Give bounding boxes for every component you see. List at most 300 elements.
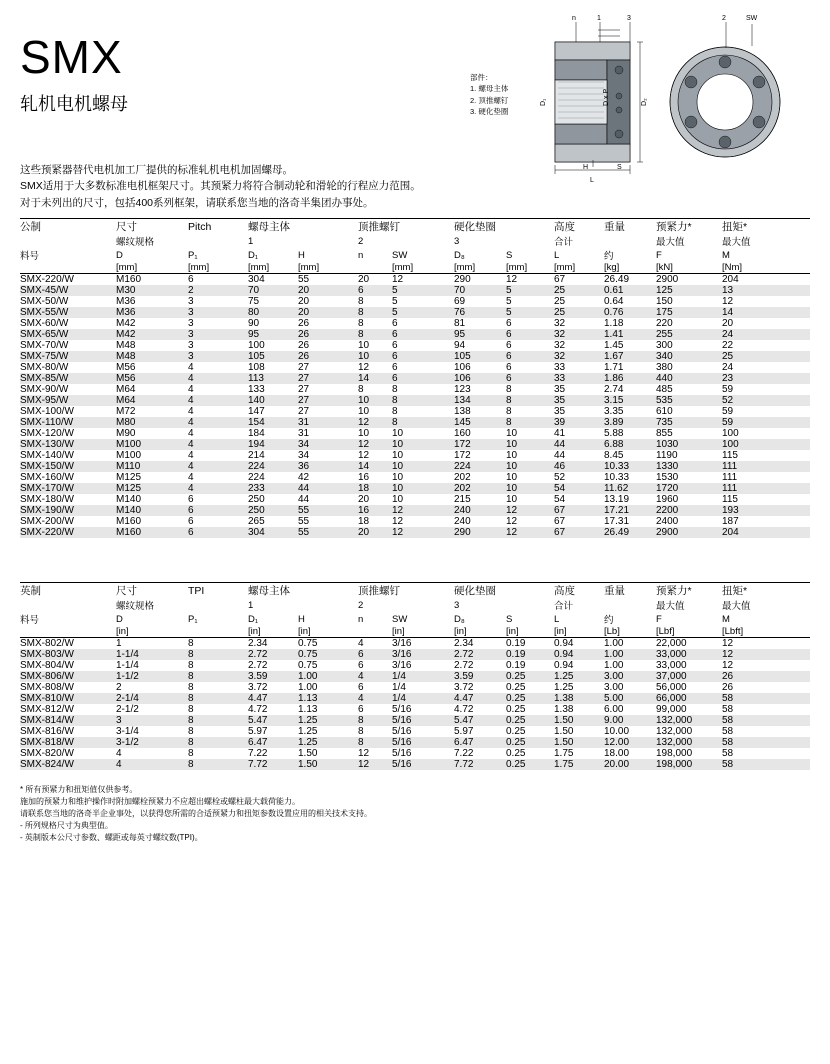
table-cell: 160: [454, 428, 471, 439]
table-cell: M80: [116, 417, 136, 428]
th3-L: L: [554, 249, 560, 261]
table-cell: 1-1/4: [116, 649, 139, 660]
table-cell: 204: [722, 274, 739, 285]
th-weight: 重量: [604, 221, 625, 233]
table-cell: 59: [722, 406, 734, 417]
table-cell: 27: [298, 406, 310, 417]
table-cell: SMX-75/W: [20, 351, 69, 362]
table-cell: 6: [358, 682, 364, 693]
table-cell: 1/4: [392, 693, 406, 704]
imperial-header-row-2: [20, 598, 810, 612]
callout-s: S: [617, 164, 622, 171]
ithu-4: [in]: [298, 626, 311, 637]
table-cell: 610: [656, 406, 673, 417]
table-cell: 6: [506, 329, 512, 340]
thu-0: [20, 262, 116, 274]
table-cell: 214: [248, 450, 265, 461]
table-cell: 58: [722, 726, 734, 737]
table-row: [20, 660, 810, 671]
table-cell: 6: [188, 527, 194, 538]
footnote-2: 施加的预紧力和维护操作时附加螺栓预紧力不应超出螺栓或螺柱最大载荷能力。: [20, 797, 300, 806]
table-cell: 1330: [656, 461, 679, 472]
thu-6: [mm]: [392, 262, 414, 273]
table-cell: 1.50: [554, 726, 574, 737]
table-cell: 5: [392, 285, 398, 296]
table-cell: SMX-120/W: [20, 428, 74, 439]
table-cell: M90: [116, 428, 136, 439]
table-cell: 26.49: [604, 527, 630, 538]
table-row: [20, 340, 810, 351]
table-cell: 8: [358, 715, 364, 726]
metric-table-body: [20, 274, 810, 539]
table-cell: 6: [392, 351, 398, 362]
thu-12: [Nm]: [722, 262, 743, 273]
table-cell: 55: [298, 516, 310, 527]
table-cell: 113: [248, 373, 264, 384]
table-cell: 1.00: [604, 638, 624, 649]
table-cell: 5.47: [454, 715, 474, 726]
table-cell: SMX-802/W: [20, 638, 74, 649]
th3-n: n: [358, 249, 364, 261]
table-cell: M140: [116, 494, 142, 505]
table-cell: 58: [722, 704, 734, 715]
th-pitch: Pitch: [188, 220, 212, 233]
table-cell: 187: [722, 516, 739, 527]
table-cell: SMX-818/W: [20, 737, 74, 748]
table-cell: 3: [188, 296, 194, 307]
table-cell: 198,000: [656, 748, 693, 759]
table-cell: 3-1/2: [116, 737, 139, 748]
ith2-part3: 3: [454, 599, 460, 611]
table-cell: 26: [298, 329, 310, 340]
table-cell: 12: [506, 516, 518, 527]
table-cell: 8.45: [604, 450, 624, 461]
table-cell: 1/4: [392, 682, 406, 693]
table-cell: SMX-160/W: [20, 472, 74, 483]
table-cell: 12: [358, 759, 370, 770]
table-cell: 224: [454, 461, 471, 472]
drawing-legend: [470, 72, 508, 117]
table-cell: SMX-65/W: [20, 329, 69, 340]
table-cell: 0.19: [506, 649, 526, 660]
th2-part2: 2: [358, 235, 364, 247]
table-cell: 10.00: [604, 726, 630, 737]
table-cell: 8: [188, 693, 194, 704]
table-cell: 125: [656, 285, 673, 296]
table-cell: 12: [722, 296, 734, 307]
table-cell: M36: [116, 296, 136, 307]
table-cell: 8: [358, 726, 364, 737]
table-cell: 3/16: [392, 660, 412, 671]
table-row: [20, 406, 810, 417]
ith-size: 尺寸: [116, 585, 137, 597]
table-cell: 10: [506, 439, 518, 450]
table-cell: 52: [554, 472, 566, 483]
table-cell: 8: [188, 759, 194, 770]
table-cell: 1.00: [298, 671, 318, 682]
th-hardened-washer: 硬化垫圈: [454, 221, 496, 233]
table-cell: 31: [298, 428, 310, 439]
ith3-n: n: [358, 613, 364, 625]
table-cell: 17.21: [604, 505, 630, 516]
th-thrust-screw: 顶推螺钉: [358, 221, 400, 233]
table-cell: SMX-100/W: [20, 406, 74, 417]
th3-D: D: [116, 249, 123, 261]
table-cell: 10: [358, 340, 370, 351]
table-cell: 175: [656, 307, 673, 318]
table-cell: SMX-803/W: [20, 649, 74, 660]
metric-spec-table: [20, 218, 810, 538]
table-cell: 3.59: [454, 671, 474, 682]
table-cell: 33: [554, 362, 566, 373]
table-row: [20, 274, 810, 286]
table-cell: 340: [656, 351, 673, 362]
table-cell: 3.15: [604, 395, 624, 406]
table-cell: 44: [554, 450, 566, 461]
table-cell: 12: [392, 505, 404, 516]
table-row: [20, 494, 810, 505]
table-cell: 2.72: [248, 649, 268, 660]
table-cell: 20: [298, 307, 310, 318]
table-cell: 20: [358, 527, 370, 538]
table-cell: 4.72: [454, 704, 474, 715]
table-row: [20, 318, 810, 329]
table-cell: 123: [454, 384, 471, 395]
table-cell: 132,000: [656, 715, 693, 726]
table-cell: 1.41: [604, 329, 624, 340]
table-cell: 202: [454, 472, 471, 483]
table-cell: 0.25: [506, 682, 526, 693]
table-cell: 67: [554, 527, 566, 538]
table-cell: 304: [248, 527, 265, 538]
table-row: [20, 527, 810, 538]
table-cell: 13.19: [604, 494, 630, 505]
table-cell: 220: [656, 318, 673, 329]
table-cell: 56,000: [656, 682, 687, 693]
table-cell: 54: [554, 483, 566, 494]
th2-thread-spec: 螺纹规格: [116, 237, 155, 248]
intro-line-2: SMX适用于大多数标准电机框架尺寸。其预紧力将符合制动轮和滑轮的行程应力范围。: [20, 180, 421, 193]
table-cell: 10: [506, 472, 518, 483]
ithu-6: [in]: [392, 626, 405, 637]
table-cell: 1.38: [554, 704, 574, 715]
table-cell: 1-1/4: [116, 660, 139, 671]
table-cell: 1.50: [298, 748, 318, 759]
table-cell: 26: [298, 340, 310, 351]
table-cell: 0.25: [506, 693, 526, 704]
table-cell: 204: [722, 527, 739, 538]
table-cell: 12: [506, 527, 518, 538]
table-row: [20, 505, 810, 516]
th3-D1: D₁: [248, 249, 259, 261]
table-cell: 6.47: [454, 737, 474, 748]
callout-n: n: [572, 15, 576, 22]
table-cell: 3: [116, 715, 122, 726]
imperial-spec-table: [20, 582, 810, 770]
imperial-table-body: [20, 638, 810, 771]
table-cell: 1.67: [604, 351, 624, 362]
table-cell: 27: [298, 373, 310, 384]
ith3-approx: 约: [604, 615, 614, 626]
drawing-svg: [480, 10, 790, 185]
table-cell: 8: [358, 737, 364, 748]
table-cell: SMX-110/W: [20, 417, 74, 428]
table-cell: 2400: [656, 516, 679, 527]
table-cell: 0.25: [506, 704, 526, 715]
table-cell: SMX-814/W: [20, 715, 74, 726]
table-cell: 2: [188, 285, 194, 296]
table-cell: 8: [188, 682, 194, 693]
intro-line-3: 对于未列出的尺寸，包括400系列框架，请联系您当地的洛奇半集团办事处。: [20, 196, 374, 209]
table-cell: 33: [554, 373, 566, 384]
ith3-D: D: [116, 613, 123, 625]
table-cell: 9.00: [604, 715, 624, 726]
table-cell: 145: [454, 417, 471, 428]
table-cell: 5/16: [392, 715, 412, 726]
table-row: [20, 417, 810, 428]
table-cell: 215: [454, 494, 471, 505]
table-cell: 0.25: [506, 759, 526, 770]
table-cell: 1: [116, 638, 122, 649]
thu-7: [mm]: [454, 262, 476, 273]
ith3-H: H: [298, 613, 305, 625]
table-cell: 46: [554, 461, 566, 472]
table-cell: 94: [454, 340, 466, 351]
table-cell: 8: [506, 395, 512, 406]
table-row: [20, 649, 810, 660]
table-cell: 2.74: [604, 384, 624, 395]
table-cell: 12: [358, 362, 370, 373]
table-cell: 3.00: [604, 682, 624, 693]
table-cell: 95: [248, 329, 260, 340]
thu-5: [358, 262, 392, 274]
table-cell: 67: [554, 505, 566, 516]
th3-M: M: [722, 249, 730, 261]
technical-drawing: [470, 10, 790, 185]
table-cell: 0.19: [506, 638, 526, 649]
table-cell: 6: [188, 494, 194, 505]
table-cell: SMX-812/W: [20, 704, 74, 715]
table-cell: 20: [358, 494, 370, 505]
thu-10: [kg]: [604, 262, 620, 273]
footnote-5: - 英制版本公尺寸参数、螺距或每英寸螺纹数(TPI)。: [20, 833, 203, 842]
th3-part-number: 料号: [20, 251, 40, 262]
table-cell: 10: [392, 472, 404, 483]
ith3-part-number: 料号: [20, 615, 40, 626]
table-row: [20, 373, 810, 384]
table-cell: 111: [722, 483, 738, 494]
table-cell: 1.38: [554, 693, 574, 704]
ith2-part1: 1: [248, 599, 254, 611]
table-cell: 44: [298, 494, 310, 505]
table-cell: 6: [188, 505, 194, 516]
table-cell: 100: [722, 439, 739, 450]
table-cell: SMX-150/W: [20, 461, 74, 472]
table-cell: 32: [554, 329, 566, 340]
table-cell: SMX-55/W: [20, 307, 69, 318]
table-cell: 8: [188, 638, 194, 649]
table-cell: 58: [722, 759, 734, 770]
table-cell: SMX-220/W: [20, 527, 74, 538]
table-cell: 10: [392, 450, 404, 461]
table-row: [20, 748, 810, 759]
table-cell: 52: [722, 395, 734, 406]
table-cell: 7.72: [454, 759, 474, 770]
table-row: [20, 362, 810, 373]
th2-max-m: 最大值: [722, 237, 751, 248]
ith3-SW: SW: [392, 613, 408, 625]
table-cell: 3: [188, 318, 194, 329]
table-cell: 8: [188, 726, 194, 737]
table-cell: 12.00: [604, 737, 630, 748]
table-cell: 8: [506, 384, 512, 395]
imperial-table-head: [20, 583, 810, 638]
table-cell: 1.00: [298, 682, 318, 693]
table-cell: 23: [722, 373, 734, 384]
table-cell: 6: [506, 340, 512, 351]
table-cell: 10: [392, 428, 404, 439]
table-cell: 380: [656, 362, 673, 373]
table-cell: 3: [188, 340, 194, 351]
table-cell: 4: [188, 406, 194, 417]
table-row: [20, 516, 810, 527]
table-cell: 240: [454, 516, 471, 527]
table-cell: SMX-95/W: [20, 395, 69, 406]
legend-item-2: 2. 顶推螺钉: [470, 95, 509, 105]
table-cell: 10: [506, 483, 518, 494]
table-cell: 10: [506, 450, 518, 461]
th-preload: 预紧力*: [656, 221, 692, 233]
table-cell: 17.31: [604, 516, 630, 527]
table-cell: 1.75: [554, 759, 574, 770]
table-cell: 58: [722, 715, 734, 726]
table-cell: 138: [454, 406, 471, 417]
ithu-10: [Lb]: [604, 626, 620, 637]
table-cell: 1190: [656, 450, 678, 461]
table-cell: 4: [188, 373, 194, 384]
callout-1: 1: [597, 15, 601, 22]
table-cell: 4.47: [248, 693, 268, 704]
table-cell: 41: [554, 428, 566, 439]
table-cell: 16: [358, 472, 370, 483]
ithu-0: [20, 626, 116, 638]
table-cell: 172: [454, 450, 471, 461]
table-cell: 6: [506, 318, 512, 329]
table-cell: M64: [116, 384, 136, 395]
table-cell: 55: [298, 505, 310, 516]
metric-header-row-2: [20, 234, 810, 248]
table-cell: 2.72: [454, 660, 474, 671]
table-row: [20, 638, 810, 650]
table-cell: 3.00: [604, 671, 624, 682]
table-cell: 35: [554, 406, 566, 417]
table-row: [20, 351, 810, 362]
table-cell: 20: [722, 318, 734, 329]
table-cell: 3: [188, 351, 194, 362]
ith2-thread-spec: 螺纹规格: [116, 601, 155, 612]
ithu-8: [in]: [506, 626, 519, 637]
table-cell: SMX-50/W: [20, 296, 69, 307]
ith3-D8: D₈: [454, 613, 465, 625]
table-cell: 5: [392, 296, 398, 307]
table-cell: 4: [188, 461, 194, 472]
table-row: [20, 461, 810, 472]
callout-3: 3: [627, 15, 631, 22]
table-cell: 194: [248, 439, 265, 450]
table-cell: 735: [656, 417, 673, 428]
table-cell: 26: [722, 682, 734, 693]
th2-2: [188, 234, 248, 248]
table-cell: 8: [506, 417, 512, 428]
table-cell: 4: [188, 428, 194, 439]
table-cell: 0.25: [506, 726, 526, 737]
ith-hardened-washer: 硬化垫圈: [454, 585, 496, 597]
callout-h: H: [583, 164, 589, 171]
table-cell: 3.35: [604, 406, 624, 417]
table-cell: 5/16: [392, 748, 412, 759]
table-cell: 44: [298, 483, 310, 494]
th3-approx: 约: [604, 251, 614, 262]
table-cell: 33,000: [656, 649, 687, 660]
table-cell: SMX-824/W: [20, 759, 74, 770]
table-row: [20, 726, 810, 737]
table-cell: 106: [454, 362, 471, 373]
table-cell: 134: [454, 395, 471, 406]
table-cell: 0.94: [554, 660, 574, 671]
table-cell: 8: [358, 318, 364, 329]
table-cell: M160: [116, 274, 142, 285]
th3-D8: D₈: [454, 249, 465, 261]
footnote-4: - 所列规格尺寸为典型值。: [20, 821, 113, 830]
table-cell: 5.97: [454, 726, 474, 737]
table-cell: M48: [116, 340, 136, 351]
table-row: [20, 439, 810, 450]
ith2-total: 合计: [554, 601, 574, 612]
table-cell: 111: [722, 472, 738, 483]
table-cell: 13: [722, 285, 734, 296]
table-cell: 18: [358, 483, 370, 494]
table-cell: 3/16: [392, 638, 412, 649]
ith3-S: S: [506, 613, 513, 625]
table-cell: 7.22: [248, 748, 268, 759]
table-cell: 1.50: [554, 715, 574, 726]
table-cell: 5: [392, 307, 398, 318]
table-cell: 8: [506, 406, 512, 417]
table-cell: M125: [116, 483, 142, 494]
table-cell: M110: [116, 461, 141, 472]
table-cell: 1720: [656, 483, 679, 494]
table-cell: 0.25: [506, 671, 526, 682]
footnote-3: 请联系您当地的洛奇半企业事处，以获得您所需的合适预紧力和扭矩参数设置应用的相关技术支持。: [20, 809, 372, 818]
table-cell: 1.25: [298, 726, 318, 737]
table-cell: 1.71: [604, 362, 624, 373]
table-cell: 4: [188, 384, 194, 395]
th-size: 尺寸: [116, 221, 137, 233]
metric-table-head: [20, 219, 810, 274]
ith3-P1: P₁: [188, 613, 198, 625]
table-cell: 0.94: [554, 638, 574, 649]
table-cell: 22: [722, 340, 734, 351]
table-cell: 172: [454, 439, 471, 450]
table-cell: 5/16: [392, 737, 412, 748]
th3-S: S: [506, 249, 513, 261]
table-cell: 2.34: [248, 638, 268, 649]
ith2-10: [604, 598, 656, 612]
table-cell: SMX-820/W: [20, 748, 74, 759]
table-cell: SMX-60/W: [20, 318, 69, 329]
table-cell: SMX-70/W: [20, 340, 69, 351]
table-row: [20, 704, 810, 715]
